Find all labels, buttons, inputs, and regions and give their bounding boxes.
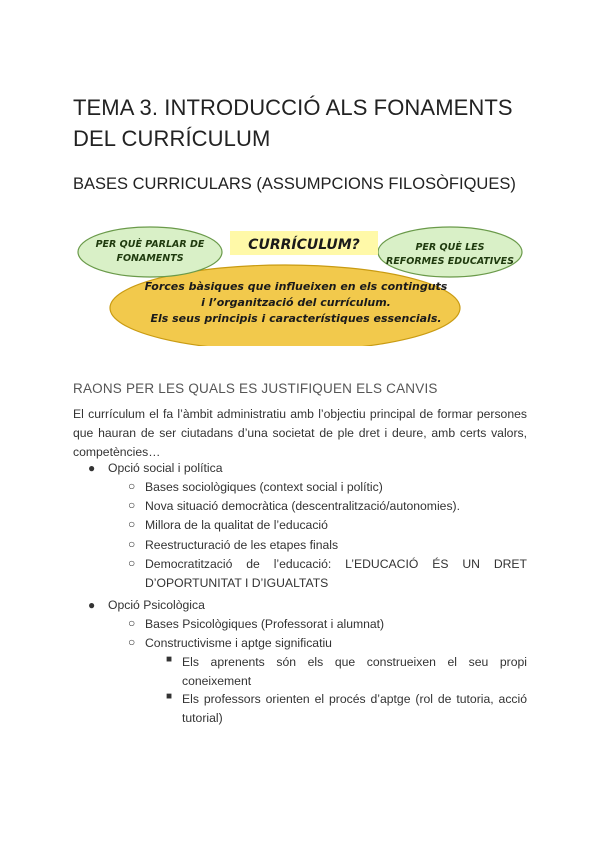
reasons-heading: RAONS PER LES QUALS ES JUSTIFIQUEN ELS CANVIS xyxy=(73,381,438,396)
center-label: CURRÍCULUM? xyxy=(248,237,360,253)
subitem-nova-situacio: Nova situació democràtica (descentralització/autonomies). xyxy=(145,499,460,513)
bullet-circle: ○ xyxy=(128,517,136,531)
subitem-constructivisme: Constructivisme i aptge significatiu xyxy=(145,636,332,650)
curriculum-diagram xyxy=(70,226,530,346)
section-subtitle: BASES CURRICULARS (ASSUMPCIONS FILOSÒFIQUES) xyxy=(73,175,516,193)
bullet-circle: ○ xyxy=(128,537,136,551)
intro-paragraph: El currículum el fa l’àmbit administratiu amb l’objectiu principal de formar persones que hauran de ser ciutadans d’una societat de ple dret i deure, amb certs valors, competències… xyxy=(73,407,527,459)
bullet-square: ■ xyxy=(166,654,173,665)
main-oval-line-1: Forces bàsiques que influeixen en els continguts xyxy=(144,280,448,293)
bullet-social-politica: Opció social i política xyxy=(108,461,223,475)
subitem-bases-sociologiques: Bases sociològiques (context social i polític) xyxy=(145,480,383,494)
bullet-disc: ● xyxy=(88,461,96,475)
right-bubble-line-1: PER QUÈ LES xyxy=(415,242,485,253)
subitem-democratitzacio: Democratització de l’educació: L’EDUCACIÓ ÉS UN DRET D’OPORTUNITAT I D’IGUALTATS xyxy=(145,557,527,590)
diagram-svg xyxy=(70,226,530,346)
main-oval-line-2: i l’organització del currículum. xyxy=(201,296,391,309)
bullet-circle: ○ xyxy=(128,498,136,512)
left-bubble-line-2: FONAMENTS xyxy=(116,253,184,264)
right-bubble-line-2: REFORMES EDUCATIVES xyxy=(386,256,514,267)
page-title: TEMA 3. INTRODUCCIÓ ALS FONAMENTS DEL CURRÍCULUM xyxy=(73,95,513,151)
bullet-circle: ○ xyxy=(128,635,136,649)
left-bubble-line-1: PER QUÈ PARLAR DE xyxy=(95,239,205,250)
main-oval-line-3: Els seus principis i característiques essencials. xyxy=(150,312,442,325)
subsubitem-aprenents: Els aprenents són els que construeixen el seu propi coneixement xyxy=(182,655,527,688)
bullet-square: ■ xyxy=(166,691,173,702)
subitem-bases-psicologiques: Bases Psicològiques (Professorat i alumnat) xyxy=(145,617,385,631)
subitem-millora-qualitat: Millora de la qualitat de l’educació xyxy=(145,518,328,532)
bullet-circle: ○ xyxy=(128,479,136,493)
subsubitem-professors: Els professors orienten el procés d’aptge (rol de tutoria, acció tutorial) xyxy=(182,692,527,725)
bullet-disc: ● xyxy=(88,598,96,612)
bullet-psicologica: Opció Psicològica xyxy=(108,598,205,612)
bullet-circle: ○ xyxy=(128,616,136,630)
left-bubble xyxy=(78,227,222,277)
subitem-reestructuracio: Reestructuració de les etapes finals xyxy=(145,538,339,552)
bullet-circle: ○ xyxy=(128,556,136,570)
